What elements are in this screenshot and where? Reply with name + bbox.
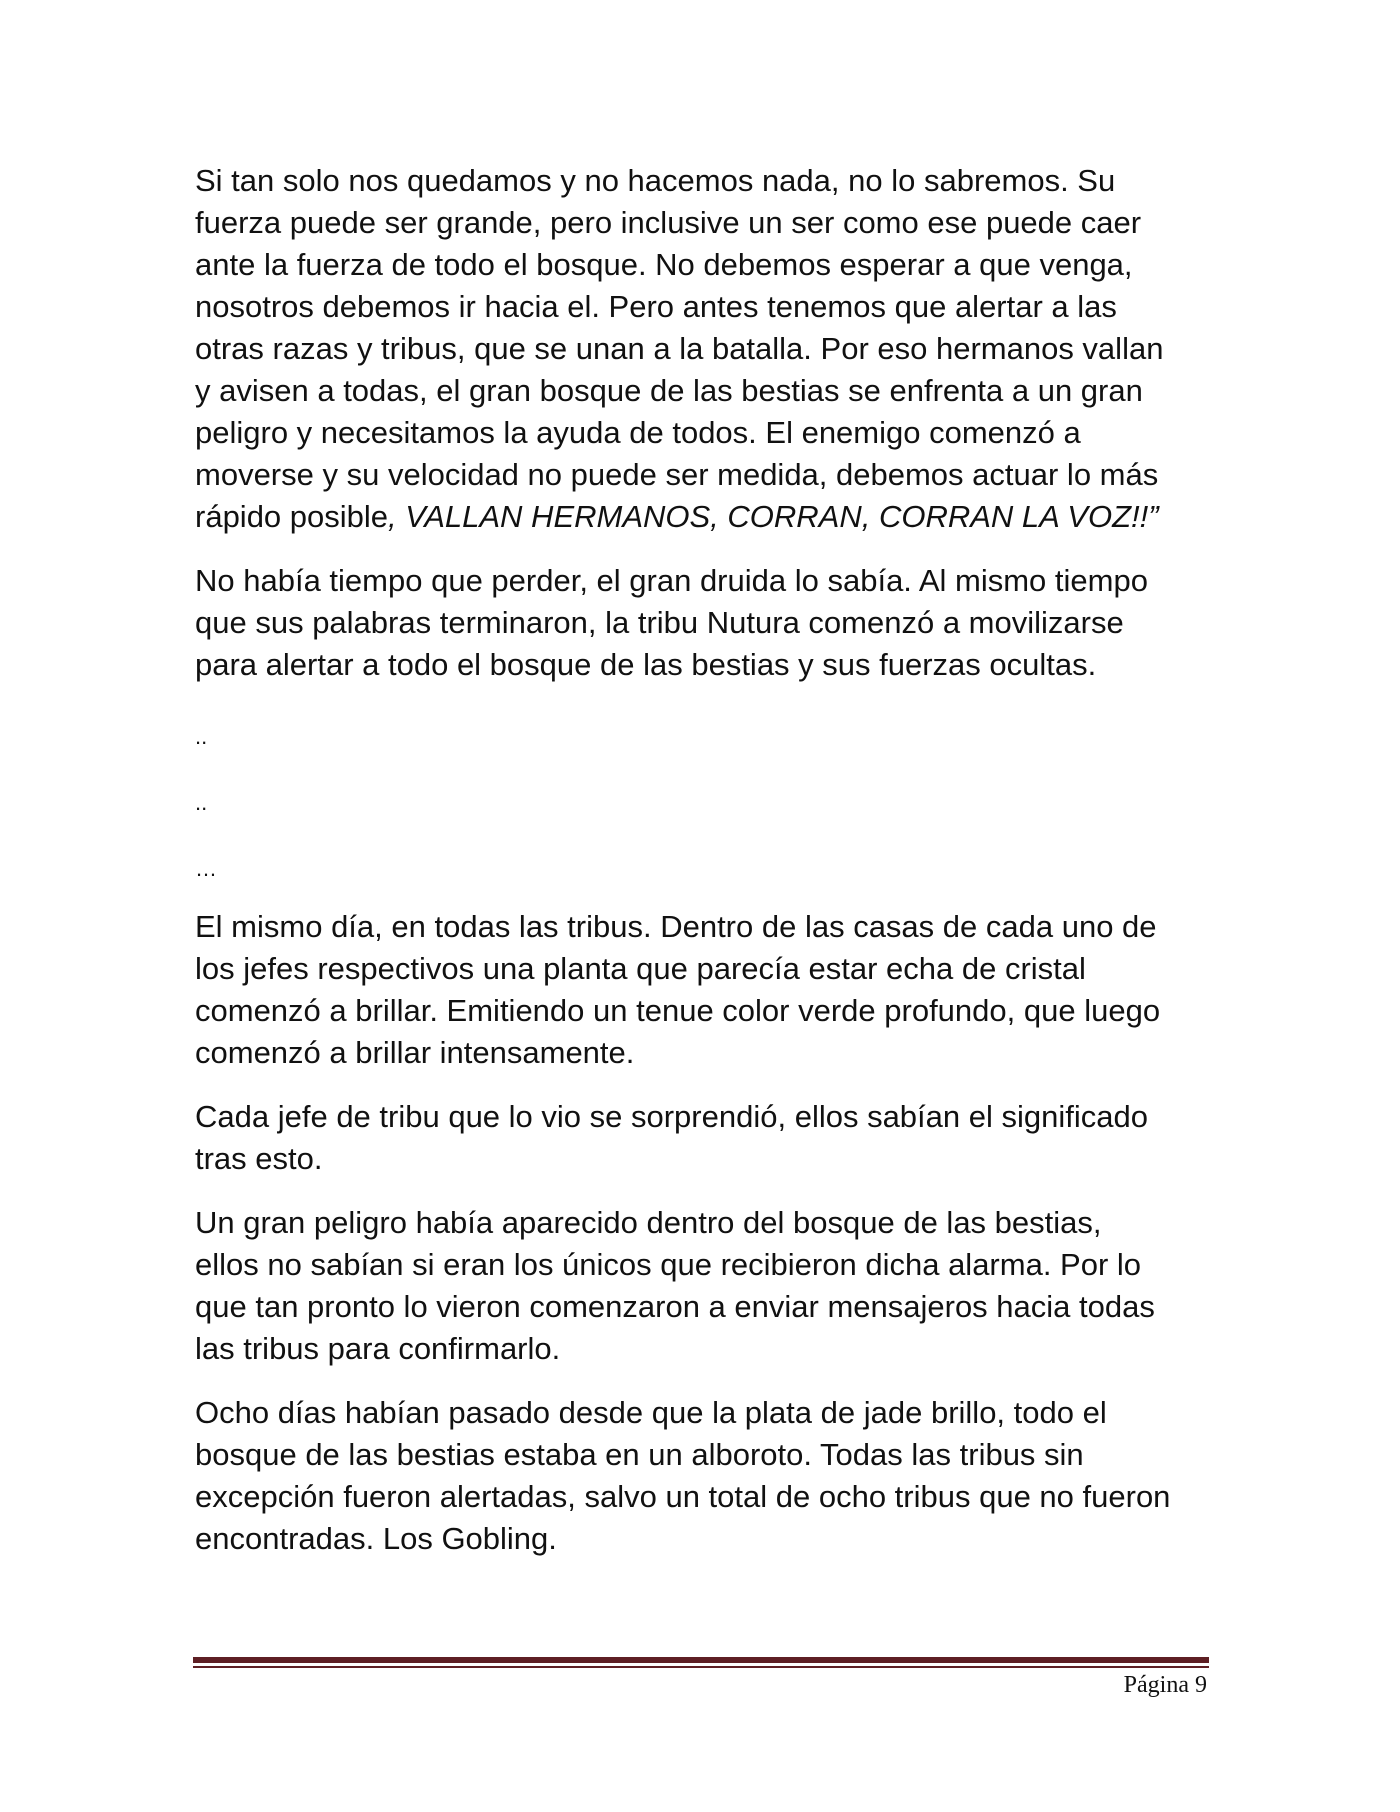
paragraph-3: El mismo día, en todas las tribus. Dentro de las casas de cada uno de los jefes respectivos una planta que parecía estar echa de cristal comenzó a brillar. Emitiendo un tenue color verde profundo, que luego comenzó a brillar intensamente. — [195, 909, 1161, 1070]
paragraph-6: Ocho días habían pasado desde que la plata de jade brillo, todo el bosque de las bestias estaba en un alboroto. Todas las tribus sin excepción fueron alertadas, salvo un total de ocho tribus que no fueron encontradas. Los Gobling. — [195, 1395, 1171, 1556]
page-number: Página 9 — [1123, 1672, 1207, 1698]
page-body — [195, 160, 1210, 1582]
footer-divider — [193, 1657, 1209, 1668]
footer-divider-thin — [193, 1666, 1209, 1668]
paragraph-2: No había tiempo que perder, el gran druida lo sabía. Al mismo tiempo que sus palabras terminaron, la tribu Nutura comenzó a movilizarse para alertar a todo el bosque de las bestias y sus fuerzas ocultas. — [195, 563, 1148, 682]
separator-1: .. — [195, 724, 208, 749]
paragraph-1 — [195, 160, 1210, 538]
paragraph-4: Cada jefe de tribu que lo vio se sorprendió, ellos sabían el significado tras esto. — [195, 1099, 1148, 1176]
separator-2: .. — [195, 790, 208, 815]
paragraph-5: Un gran peligro había aparecido dentro del bosque de las bestias, ellos no sabían si eran los únicos que recibieron dicha alarma. Por lo que tan pronto lo vieron comenzaron a enviar mensajeros hacia todas las tribus para confirmarlo. — [195, 1205, 1155, 1366]
footer-divider-thick — [193, 1657, 1209, 1663]
paragraph-1-text: Si tan solo nos quedamos y no hacemos nada, no lo sabremos. Su fuerza puede ser grande, pero inclusive un ser como ese puede caer ante la fuerza de todo el bosque. No debemos esperar a que venga, nosotros debemos ir hacia el. Pero antes tenemos que alertar a las otras razas y tribus, que se unan a la batalla. Por eso hermanos vallan y avisen a todas, el gran bosque de las bestias se enfrenta a un gran peligro y necesitamos la ayuda de todos. El enemigo comenzó a moverse y su velocidad no puede ser medida, debemos actuar lo más rápido posible — [195, 163, 1164, 534]
separator-3: … — [195, 856, 217, 881]
paragraph-1-emphasis: , VALLAN HERMANOS, CORRAN, CORRAN LA VOZ!!” — [388, 499, 1159, 534]
